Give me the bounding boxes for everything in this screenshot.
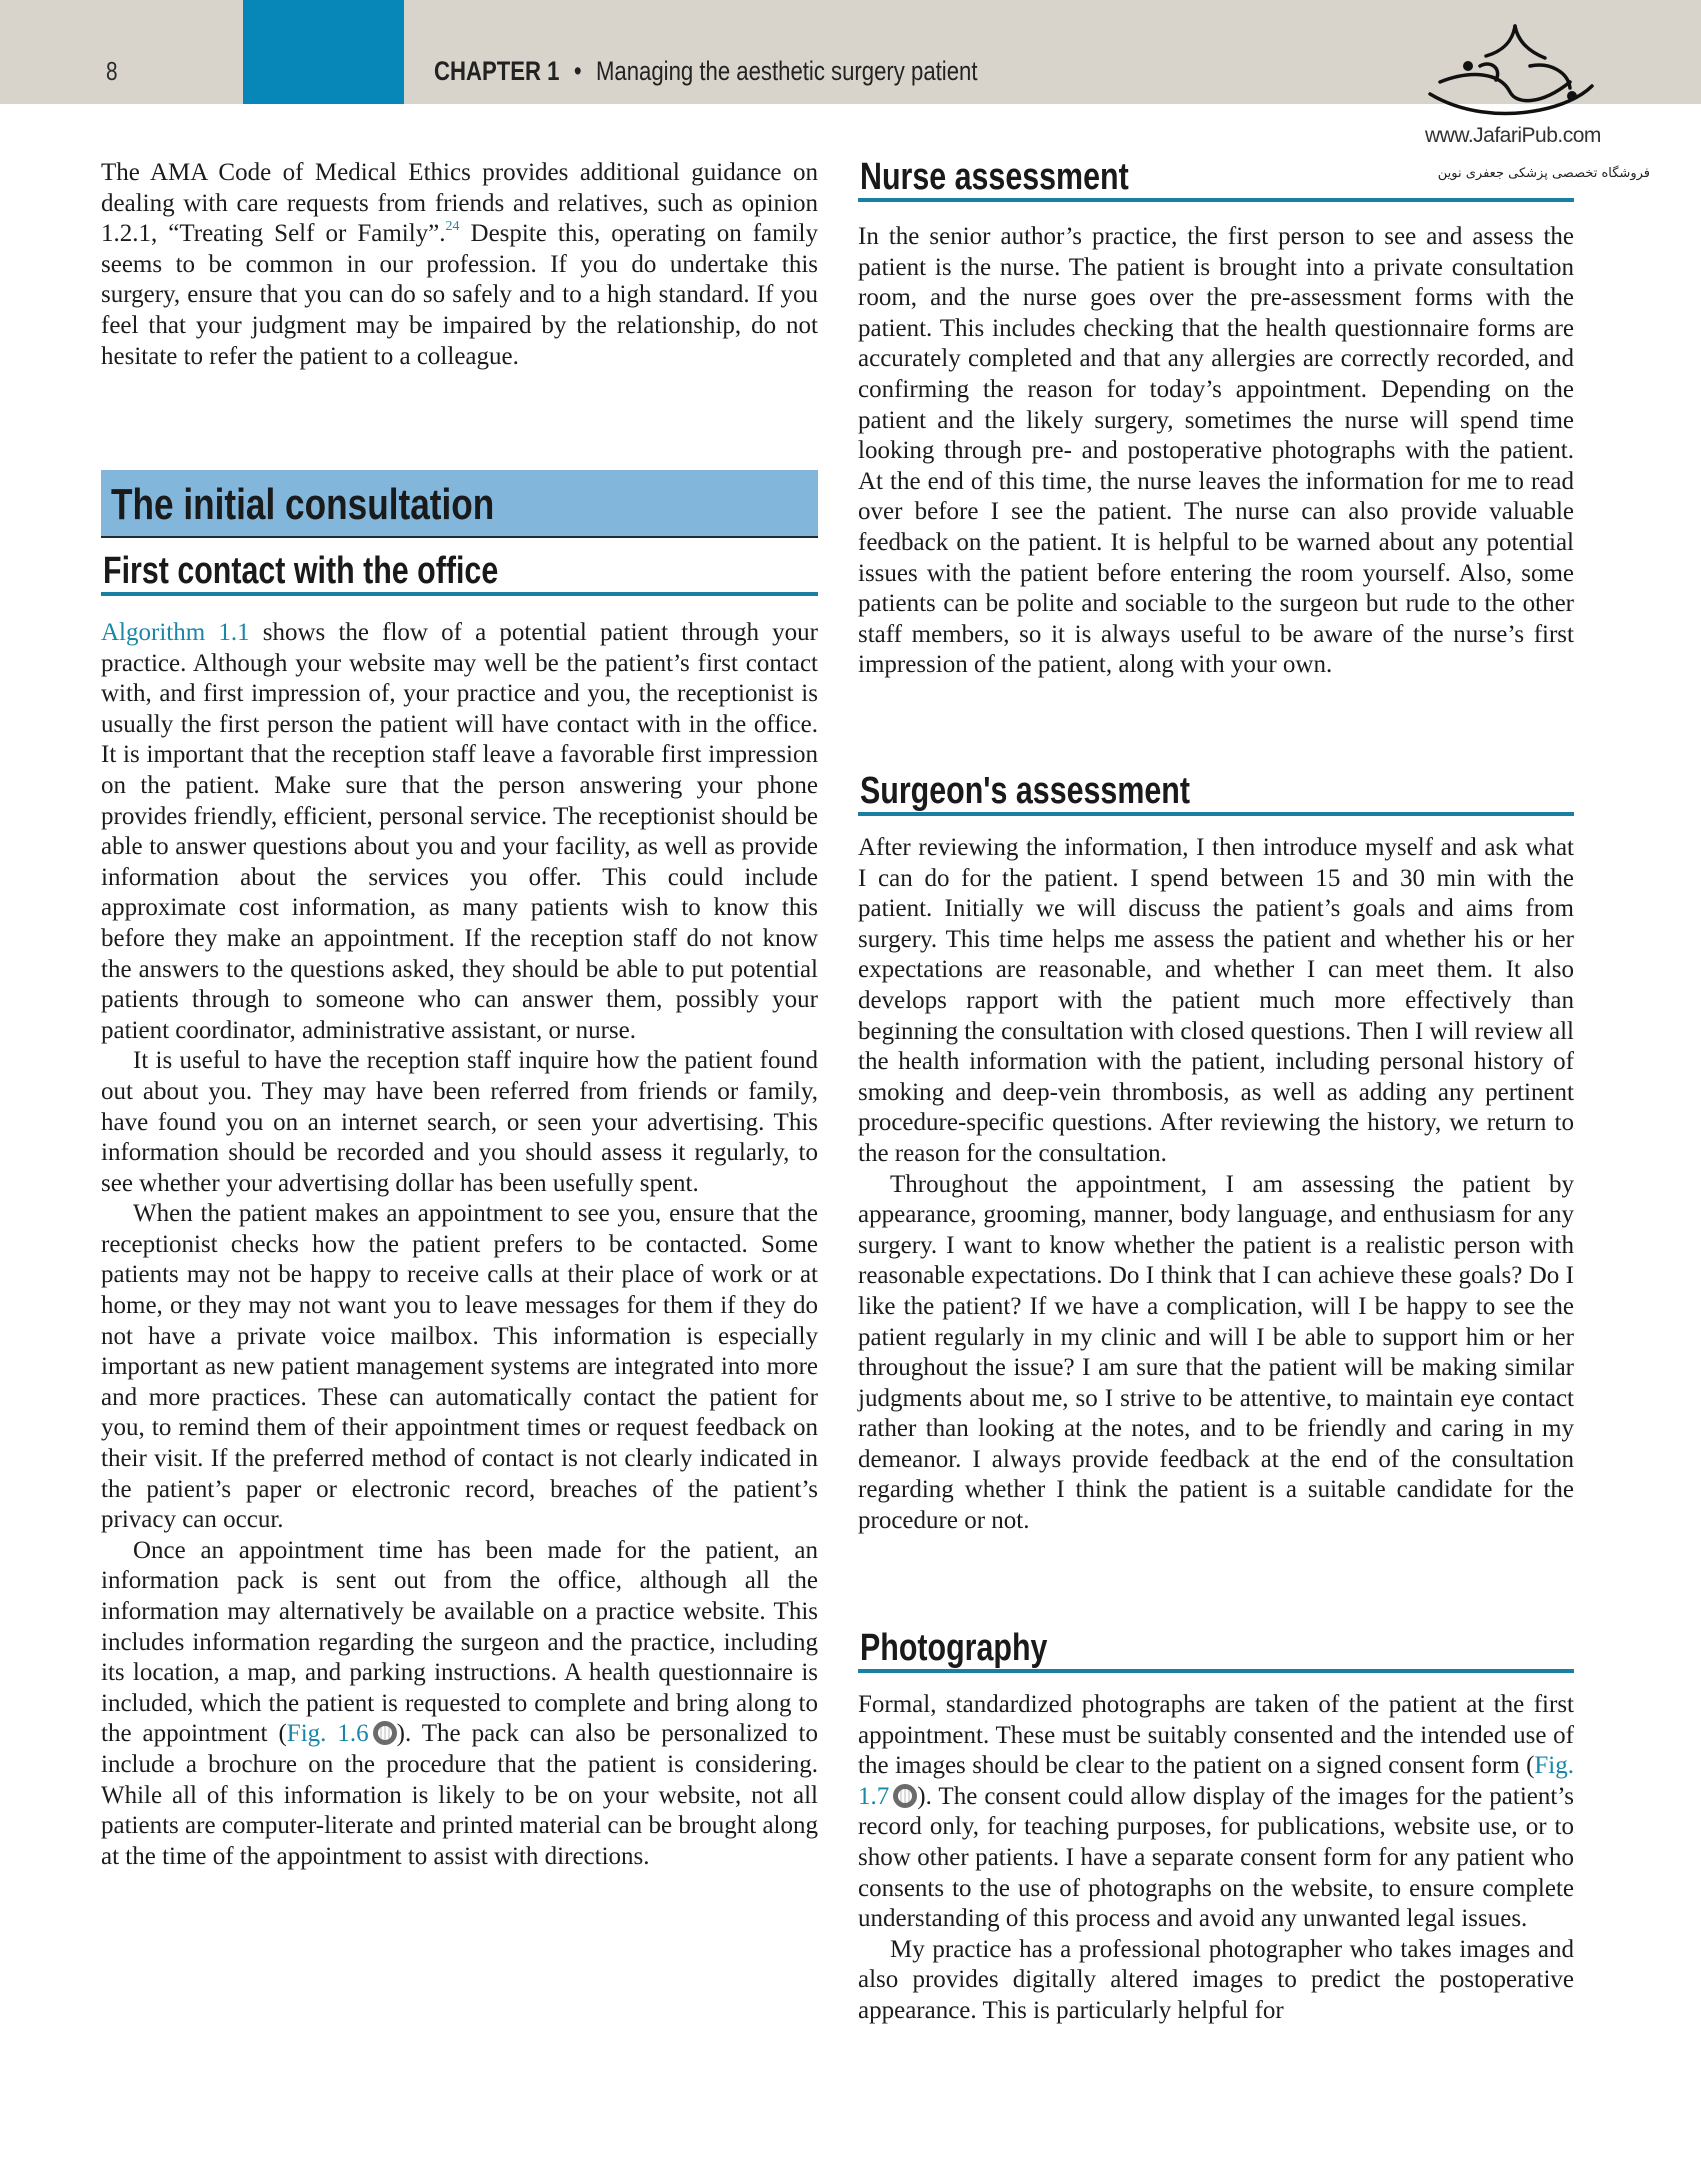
- paragraph: It is useful to have the reception staff inquire how the patient found out about you. They may have been referred from friends or family, have found you on an internet search, or seen your advertising. This information should be recorded and you should assess it regularly, to see whether your advertising dollar has been usefully spent.: [101, 1047, 818, 1197]
- subsection-title: Nurse assessment: [860, 156, 1129, 198]
- subsection-heading-first-contact: [101, 548, 818, 596]
- section-title: The initial consultation: [111, 480, 495, 529]
- subsection-title: Photography: [860, 1627, 1048, 1669]
- paragraph: After reviewing the information, I then introduce myself and ask what I can do for the patient. I spend between 15 and 30 min with the patient. Initially we will discuss the patient’s goals and aims from surgery. This time helps me assess the patient and whether his or her expectations are reasonable, and whether I can meet them. It also develops rapport with the patient much more effectively than beginning the consultation with closed questions. Then I will review all the health information with the patient, including personal history of smoking and deep-vein thrombosis, as well as adding any pertinent procedure-specific questions. After reviewing the history, we return to the reason for the consultation.: [858, 834, 1574, 1167]
- watermark-persian-text: فروشگاه تخصصی پزشکی جعفری نوین: [1437, 166, 1650, 181]
- algorithm-link[interactable]: Algorithm 1.1: [101, 619, 250, 646]
- paragraph: Throughout the appointment, I am assessing the patient by appearance, grooming, manner, body language, and enthusiasm for any surgery. I want to know whether the patient is a realistic person with reasonable expectations. Do I think that I can achieve these goals? Do I like the patient? If we have a complication, will I be happy to see the patient regularly in my clinic and will I be able to support him or her throughout the issue? I am sure that the patient will be making similar judgments about me, so I strive to be attentive, to maintain eye contact rather than looking at the notes, and to be friendly and caring in my demeanor. I always provide feedback at the end of the consultation regarding whether I think the patient is a suitable candidate for the procedure or not.: [858, 1170, 1574, 1535]
- bullet-separator: •: [573, 56, 582, 86]
- section-heading-band: [101, 470, 818, 538]
- subsection-title: Surgeon's assessment: [860, 770, 1190, 812]
- chapter-label: CHAPTER 1: [434, 56, 560, 86]
- subsection-heading-surgeon: [858, 768, 1574, 816]
- intro-paragraph: The AMA Code of Medical Ethics provides additional guidance on dealing with care requests from friends and relatives, such as opinion 1.2.1, “Treating Self or Family”.$^{24}$ Despite this, operating on family seems to be common in our profession. If you do undertake this surgery, ensure that you can do so safely and to a high standard. If you feel that your judgment may be impaired by the relationship, do not hesitate to refer the patient to a colleague.: [101, 159, 818, 370]
- subsection-heading-nurse: [858, 154, 1574, 202]
- subsection-title: First contact with the office: [103, 550, 499, 592]
- paragraph: When the patient makes an appointment to see you, ensure that the receptionist checks how the patient prefers to be contacted. Some patients may not be happy to receive calls at their place of work or at home, or they may not want you to leave messages for them if they do not have a private voice mailbox. This information is especially important as new patient management systems are integrated into more and more practices. These can automatically contact the patient for you, to remind them of their appointment times or request feedback on their visit. If the preferred method of contact is not clearly indicated in the patient’s paper or electronic record, breaches of the patient’s privacy can occur.: [101, 1200, 818, 1534]
- paragraph: Algorithm 1.1 shows the flow of a potential patient through your practice. Although your website may well be the patient’s first contact with, and first impression of, your practice and you, the receptionist is usually the first person the patient will have contact with in the office. It is important that the reception staff leave a favorable first impression on the patient. Make sure that the person answering your phone provides friendly, efficient, personal service. The receptionist should be able to answer questions about you and your facility, as well as provide information about the services you offer. This could include approximate cost information, as many patients wish to know this before they make an appointment. If the reception staff do not know the answers to the questions asked, they should be able to put potential patients through to someone who can answer them, possibly your patient coordinator, administrative assistant, or nurse.: [101, 619, 819, 1044]
- figure-link[interactable]: Fig. 1.7: [858, 1752, 1574, 1810]
- subsection-heading-photography: [858, 1625, 1574, 1673]
- nurse-body: [858, 222, 1574, 681]
- online-content-globe-icon[interactable]: [893, 1784, 917, 1808]
- figure-link[interactable]: Fig. 1.6: [286, 1720, 369, 1748]
- paragraph: In the senior author’s practice, the first person to see and assess the patient is the nurse. The patient is brought into a private consultation room, and the nurse goes over the pre-assessment forms with the patient. This includes checking that the health questionnaire forms are accurately completed and that any allergies are correctly recorded, and confirming the reason for today’s appointment. Depending on the patient and the likely surgery, sometimes the nurse will spend time looking through pre- and postoperative photographs with the patient. At the end of this time, the nurse leaves the information for me to read over before I see the patient. The nurse can also provide valuable feedback on the patient. It is helpful to be warned about any potential issues with the patient before entering the room yourself. Also, some patients can be polite and sociable to the surgeon but rude to the other staff members, so it is always useful to be aware of the nurse’s first impression of the patient, along with your own.: [858, 223, 1574, 679]
- watermark-url: www.JafariPub.com: [1425, 124, 1601, 147]
- chapter-title: Managing the aesthetic surgery patient: [595, 56, 978, 86]
- paragraph: Formal, standardized photographs are taken of the patient at the first appointment. These must be suitably consented and the intended use of the images should be clear to the patient on a signed consent form (Fig. 1.7 ). The consent could allow display of the images for the patient’s record only, for teaching purposes, for publications, website use, or to show other patients. I have a separate consent form for any patient who consents to the use of photographs on the website, to ensure complete understanding of this process and avoid any unwanted legal issues.: [858, 1691, 1574, 1933]
- left-column: [101, 158, 818, 372]
- reference-24[interactable]: 24: [445, 219, 460, 235]
- paragraph: Once an appointment time has been made for the patient, an information pack is sent out from the office, although all the information may alternatively be available on a practice website. This includes information regarding the surgeon and the practice, including its location, a map, and parking instructions. A health questionnaire is included, which the patient is requested to complete and bring along to the appointment (Fig. 1.6 ). The pack can also be personalized to include a brochure on the procedure that the patient is considering. While all of this information is likely to be on your website, not all patients are computer-literate and printed material can be brought along at the time of the appointment to assist with directions.: [101, 1536, 818, 1870]
- chapter-accent-block: [243, 0, 404, 104]
- running-head: [434, 56, 978, 87]
- surgeon-body: [858, 833, 1574, 1537]
- page-number: 8: [106, 56, 118, 86]
- calligraphy-logo-icon: [1420, 22, 1600, 127]
- online-content-globe-icon[interactable]: [373, 1721, 397, 1745]
- photography-body: [858, 1690, 1574, 2027]
- paragraph: My practice has a professional photographer who takes images and also provides digitally altered images to predict the postoperative appearance. This is particularly helpful for: [858, 1935, 1574, 2024]
- first-contact-body: [101, 618, 818, 1872]
